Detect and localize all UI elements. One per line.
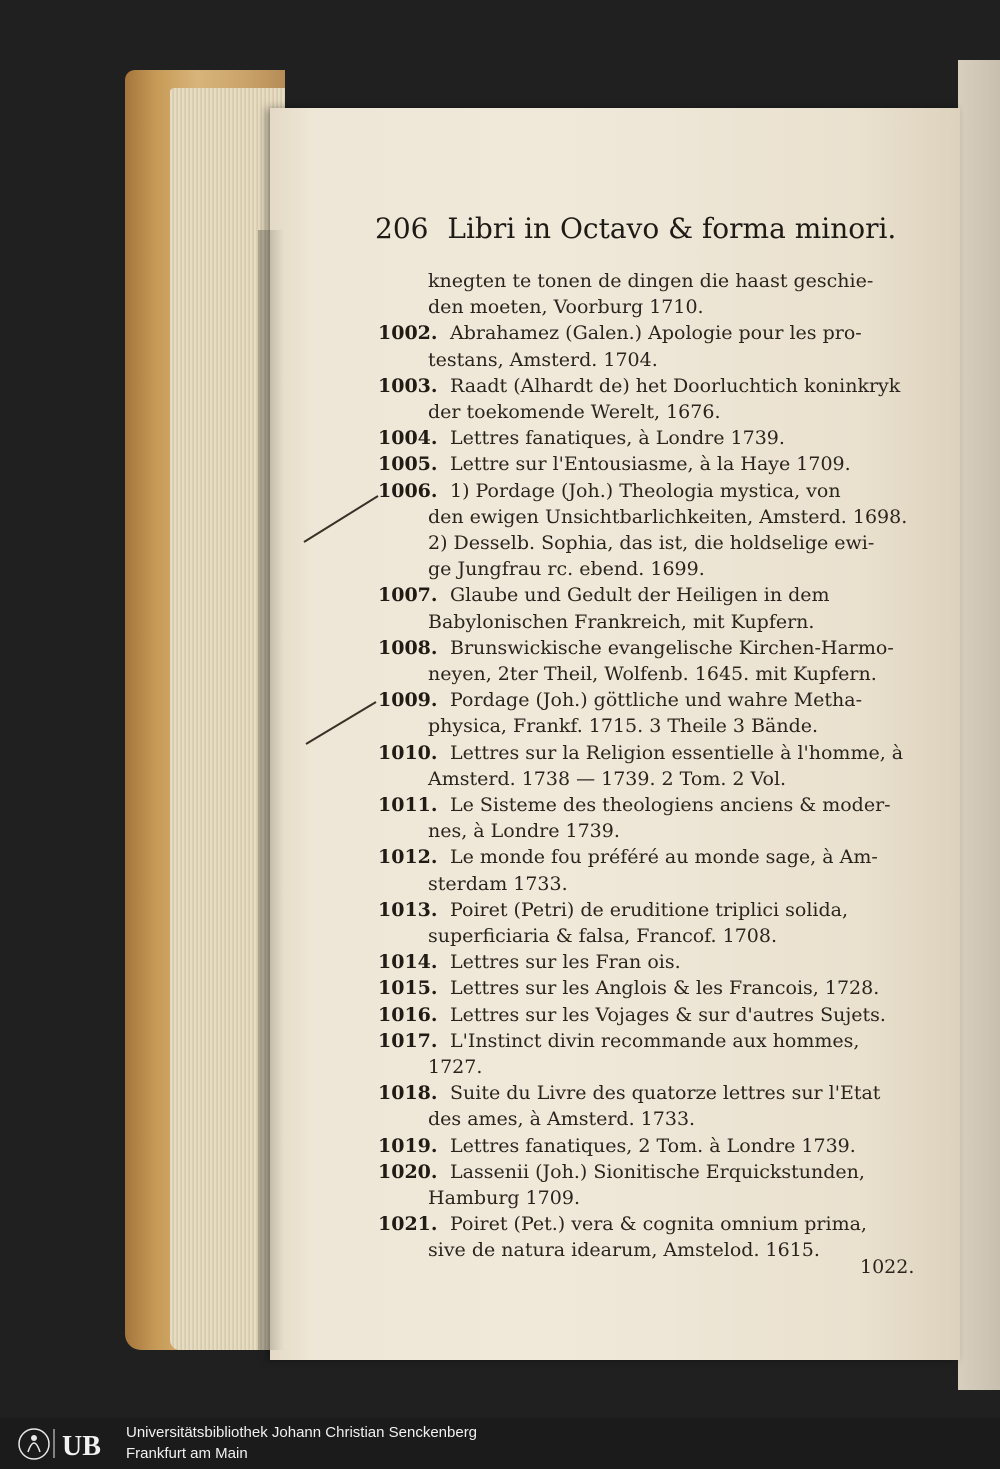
entry-number: 1015. (378, 977, 438, 1000)
entry-text: Le monde fou préféré au monde sage, à Am- (450, 846, 878, 869)
entry-text: sterdam 1733. (428, 872, 568, 895)
catchword: 1022. (860, 1256, 915, 1278)
entry-text: Lettre sur l'Entousiasme, à la Haye 1709. (450, 453, 851, 476)
catalog-entry-continuation (428, 1106, 695, 1132)
catalog-entry (378, 687, 862, 713)
catalog-entry-continuation (428, 399, 720, 425)
catalog-entry (378, 451, 851, 477)
entry-text: knegten te tonen de dingen die haast geschie- (428, 270, 874, 292)
entry-text: Brunswickische evangelische Kirchen-Harmo- (450, 636, 894, 659)
page-number: 206 (375, 212, 429, 245)
ub-logo-icon (14, 1424, 122, 1463)
library-name: Universitätsbibliothek Johann Christian Senckenberg (126, 1424, 478, 1441)
catalog-entry-continuation (428, 1054, 482, 1080)
catalog-entry-continuation (428, 268, 873, 294)
catalog-entry (378, 635, 894, 661)
entry-number: 1019. (378, 1134, 438, 1157)
entry-number: 1009. (378, 689, 438, 712)
entry-text: Glaube und Gedult der Heiligen in dem (450, 584, 830, 607)
entry-text: L'Instinct divin recommande aux hommes, (450, 1029, 860, 1052)
catalog-entry-continuation (428, 871, 568, 897)
catalog-entry (378, 975, 879, 1001)
running-title: Libri in Octavo & forma minori. (447, 212, 897, 245)
entry-text: Poiret (Petri) de eruditione triplici solida, (450, 898, 849, 921)
entry-text: Lettres fanatiques, à Londre 1739. (450, 427, 785, 450)
entry-text: Suite du Livre des quatorze lettres sur l'Etat (450, 1082, 881, 1105)
catalog-entry (378, 1211, 867, 1237)
entry-text: den ewigen Unsichtbarlichkeiten, Amsterd. 1698. (428, 505, 908, 528)
catalog-entry (378, 478, 841, 504)
entry-number: 1008. (378, 636, 438, 659)
entry-number: 1012. (378, 846, 438, 869)
entry-text: Lassenii (Joh.) Sionitische Erquickstunden, (450, 1160, 865, 1183)
entry-text: Pordage (Joh.) göttliche und wahre Metha- (450, 689, 863, 712)
catalog-entry-continuation (428, 1185, 580, 1211)
catalog-entry-continuation (428, 294, 704, 320)
catalog-entry (378, 1002, 886, 1028)
catalog-entry-continuation (428, 556, 705, 582)
catalog-entry-continuation (428, 530, 874, 556)
entry-text: Lettres sur les Fran ois. (450, 951, 681, 974)
catalog-entry (378, 425, 785, 451)
entry-number: 1011. (378, 794, 438, 816)
catalog-entry (378, 897, 848, 923)
entry-text: Le Sisteme des theologiens anciens & moder- (450, 794, 891, 816)
entry-text: Amsterd. 1738 — 1739. 2 Tom. 2 Vol. (428, 767, 787, 790)
entry-number: 1005. (378, 453, 438, 476)
svg-text:UB: UB (62, 1431, 101, 1462)
catalog-entry (378, 844, 878, 870)
catalog-entry-continuation (428, 818, 620, 844)
entry-text: Raadt (Alhardt de) het Doorluchtich koninkryk (450, 374, 901, 397)
entry-text: Poiret (Pet.) vera & cognita omnium prima, (450, 1213, 867, 1236)
catalog-entry (378, 1080, 880, 1106)
catalog-entry (378, 949, 681, 975)
catalog-entry-continuation (428, 609, 814, 635)
entry-text: Lettres sur les Vojages & sur d'autres Sujets. (450, 1003, 886, 1026)
facing-page-sliver (958, 60, 1000, 1390)
gutter-shadow (258, 230, 284, 1350)
entry-text: des ames, à Amsterd. 1733. (428, 1108, 696, 1131)
catalog-entry (378, 320, 862, 346)
catalog-entry (378, 1133, 856, 1159)
entry-number: 1020. (378, 1160, 438, 1183)
entry-number: 1014. (378, 951, 438, 974)
catalog-entry-continuation (428, 923, 777, 949)
entry-text: Babylonischen Frankreich, mit Kupfern. (428, 610, 815, 633)
catalog-entry-continuation (428, 713, 818, 739)
catalog-entry-continuation (428, 1237, 820, 1263)
entry-number: 1006. (378, 479, 438, 502)
entry-number: 1017. (378, 1029, 438, 1052)
catalog-entry-continuation (428, 661, 877, 687)
pen-mark-icon (300, 692, 390, 752)
library-city: Frankfurt am Main (126, 1445, 248, 1462)
catalog-entry (378, 740, 903, 766)
entry-text: 2) Desselb. Sophia, das ist, die holdselige ewi- (428, 532, 875, 554)
catalog-entry (378, 582, 830, 608)
entry-number: 1016. (378, 1003, 438, 1026)
catalog-entry-continuation (428, 766, 786, 792)
entry-number: 1007. (378, 584, 438, 607)
entry-text: den moeten, Voorburg 1710. (428, 296, 704, 319)
catalog-entry (378, 1159, 865, 1185)
entry-text: Lettres sur la Religion essentielle à l'homme, à (450, 741, 904, 764)
entry-text: testans, Amsterd. 1704. (428, 348, 658, 371)
entry-text: ge Jungfrau rc. ebend. 1699. (428, 558, 705, 581)
entry-number: 1018. (378, 1082, 438, 1105)
entry-number: 1003. (378, 374, 438, 397)
entry-text: superficiaria & falsa, Francof. 1708. (428, 925, 778, 947)
running-head (375, 212, 935, 252)
entry-number: 1010. (378, 741, 438, 764)
entry-text: 1) Pordage (Joh.) Theologia mystica, von (450, 479, 841, 502)
library-credit (126, 1422, 477, 1464)
entry-text: Lettres sur les Anglois & les Francois, 1728. (450, 977, 880, 1000)
entry-number: 1002. (378, 322, 438, 345)
entry-text: nes, à Londre 1739. (428, 820, 620, 843)
catalog-entry (378, 373, 900, 399)
pen-mark-icon (300, 488, 390, 548)
entry-text: Abrahamez (Galen.) Apologie pour les pro- (450, 322, 862, 345)
catalog-entry (378, 1028, 859, 1054)
entry-number: 1004. (378, 427, 438, 450)
footer-bar (0, 1418, 1000, 1469)
entry-text: sive de natura idearum, Amstelod. 1615. (428, 1239, 820, 1262)
entry-text: der toekomende Werelt, 1676. (428, 401, 721, 423)
entry-text: Hamburg 1709. (428, 1187, 580, 1209)
entry-number: 1021. (378, 1213, 438, 1236)
entry-text: 1727. (428, 1056, 483, 1078)
entry-text: neyen, 2ter Theil, Wolfenb. 1645. mit Kupfern. (428, 663, 877, 685)
catalog-entry-continuation (428, 347, 658, 373)
entry-text: Lettres fanatiques, 2 Tom. à Londre 1739. (450, 1134, 856, 1157)
entry-text: physica, Frankf. 1715. 3 Theile 3 Bände. (428, 715, 819, 738)
catalog-entry-continuation (428, 504, 907, 530)
entry-number: 1013. (378, 898, 438, 921)
catalog-entry (378, 792, 891, 818)
